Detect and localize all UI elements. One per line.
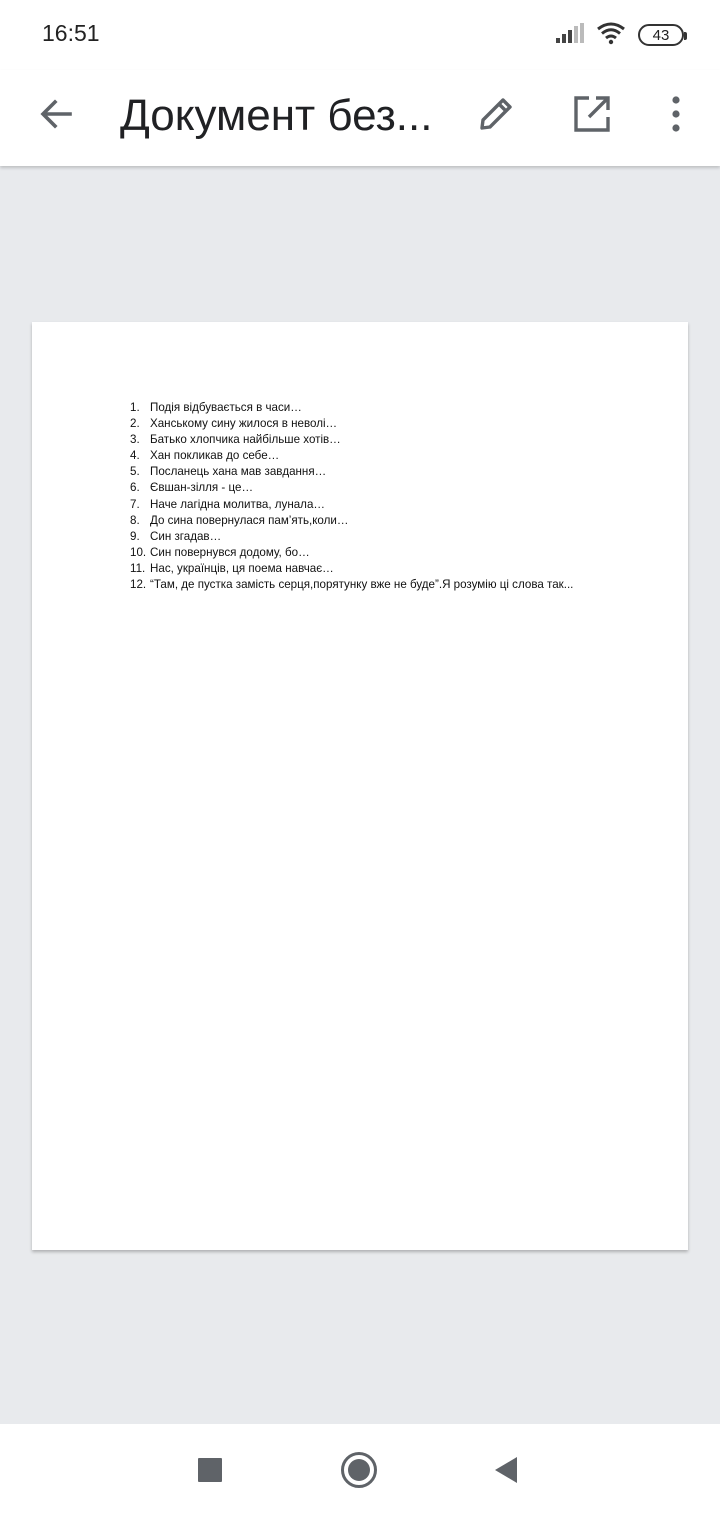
open-in-new-button[interactable] <box>562 86 622 146</box>
battery-indicator <box>638 24 684 46</box>
document-list <box>130 400 573 593</box>
list-item <box>130 432 573 448</box>
list-item-number: 7. <box>130 497 140 511</box>
system-back-button[interactable] <box>476 1442 536 1502</box>
navigation-bar <box>0 1424 720 1520</box>
list-item <box>130 529 573 545</box>
list-item-text: Ханському сину жилося в неволі… <box>150 417 338 431</box>
document-page[interactable] <box>32 322 688 1250</box>
list-item-number: 1. <box>130 401 140 414</box>
app-bar <box>0 70 720 166</box>
list-item-text: “Там, де пустка замість серця,порятунку вже не буде”.Я розумію ці слова так... <box>150 578 574 592</box>
open-in-new-icon <box>572 94 612 139</box>
list-item-text: Син згадав… <box>150 529 222 543</box>
list-item-number: 2. <box>130 417 140 431</box>
status-bar <box>0 0 720 70</box>
list-item <box>130 513 573 529</box>
list-item-number: 10. <box>130 545 147 559</box>
recents-button[interactable] <box>180 1442 240 1502</box>
list-item-number: 3. <box>130 433 140 447</box>
list-item <box>130 561 573 577</box>
list-item-text: Наче лагідна молитва, лунала… <box>150 497 325 511</box>
list-item-text: До сина повернулася пам’ять,коли… <box>150 513 349 527</box>
list-item-number: 12. <box>130 578 147 592</box>
square-recents-icon <box>198 1458 222 1487</box>
document-title: Документ без... <box>120 91 433 140</box>
list-item <box>130 480 573 496</box>
list-item-number: 6. <box>130 481 140 495</box>
list-item-number: 5. <box>130 465 140 479</box>
back-button[interactable] <box>26 86 86 146</box>
list-item-number: 8. <box>130 513 140 527</box>
list-item-number: 4. <box>130 449 140 463</box>
wifi-icon <box>596 21 626 50</box>
status-icons <box>556 22 684 48</box>
edit-button[interactable] <box>466 86 526 146</box>
list-item-text: Подія відбувається в часи… <box>150 401 302 414</box>
list-item-text: Нас, українців, ця поема навчає… <box>150 561 334 575</box>
list-item <box>130 416 573 432</box>
list-item-text: Євшан-зілля - це… <box>150 481 254 495</box>
triangle-back-icon <box>493 1455 519 1490</box>
list-item <box>130 448 573 464</box>
list-item <box>130 577 573 593</box>
more-vert-icon <box>670 96 682 137</box>
more-options-button[interactable] <box>646 86 706 146</box>
list-item-number: 11. <box>130 561 146 575</box>
status-time: 16:51 <box>42 20 100 46</box>
pencil-icon <box>476 94 516 139</box>
list-item <box>130 545 573 561</box>
home-button[interactable] <box>329 1442 389 1502</box>
list-item <box>130 497 573 513</box>
list-item <box>130 400 573 416</box>
signal-icon <box>556 23 584 48</box>
list-item <box>130 464 573 480</box>
list-item-text: Посланець хана мав завдання… <box>150 465 327 479</box>
list-item-number: 9. <box>130 529 140 543</box>
list-item-text: Батько хлопчика найбільше хотів… <box>150 433 341 447</box>
arrow-back-icon <box>38 96 74 137</box>
battery-level: 43 <box>652 26 670 44</box>
list-item-text: Син повернувся додому, бо… <box>150 545 310 559</box>
list-item-text: Хан покликав до себе… <box>150 449 280 463</box>
circle-home-icon <box>340 1451 378 1494</box>
